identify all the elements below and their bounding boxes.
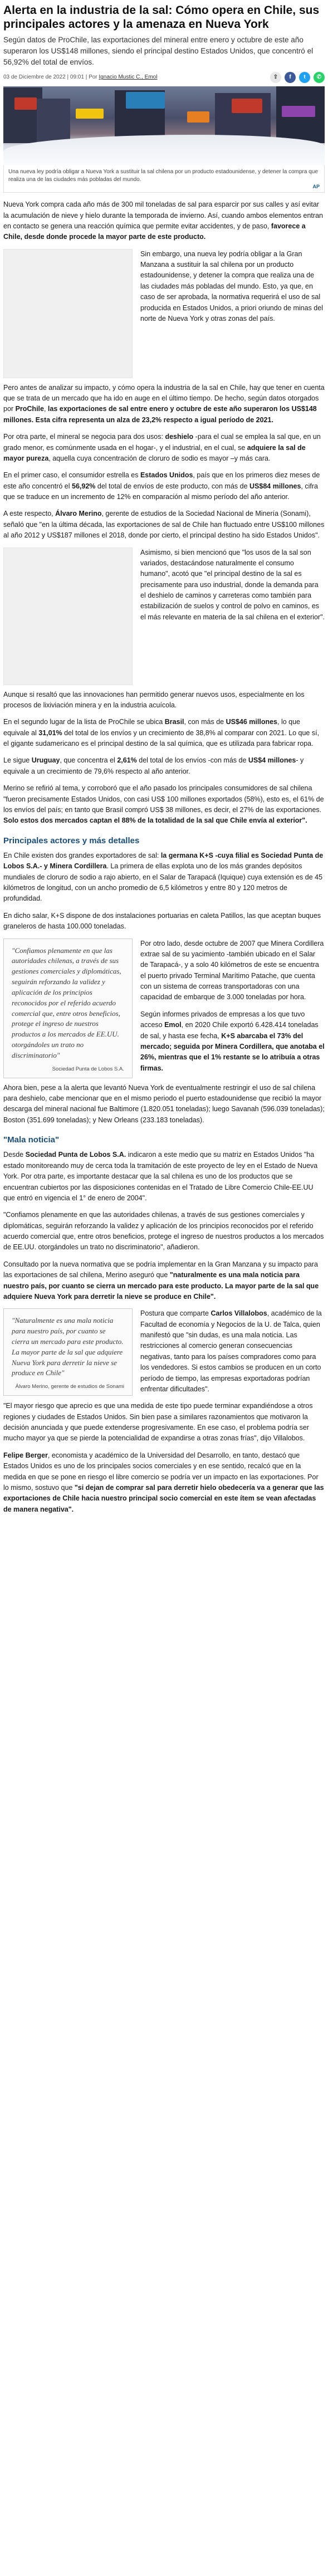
article-title: Alerta en la industria de la sal: Cómo opera en Chile, sus principales actores y la amenaza en Nueva York (3, 4, 320, 31)
article-meta (3, 72, 325, 83)
paragraph: A este respecto, Álvaro Merino, gerente de estudios de la Sociedad Nacional de Minería (Sonami), señaló que "en la última década, las exportaciones de sal de Chile han fluctuado entre US$100 millones al año 2012 y US$187 millones el 2018, donde por cierto, el principal destino ha sido Estados Unidos". (3, 510, 325, 540)
quote-text: "Confiamos plenamente en que las autoridades chilenas, a través de sus gestiones comerciales y diplomáticas, seguirán reforzando la validez y aplicación de los principios reconocidos por el referido acuerdo comercial que, entre otros beneficios, protege el ingreso de nuestros productos a los mercados de EE.UU. otorgándoles un trato no discriminatorio" (12, 946, 121, 1060)
inline-ad (3, 249, 133, 378)
social-share-bar (270, 72, 325, 83)
paragraph: Pero antes de analizar su impacto, y cómo opera la industria de la sal en Chile, hay que tener en cuenta que se trata de un mercado que ha ido en auge en el último tiempo. De hecho, según datos otorgados por ProChile, las exportaciones de sal entre enero y octubre de este año superaron los US$148 millones. Esta cifra representa un alza de 23,2% respecto a igual período de 2021. (3, 383, 325, 424)
paragraph: "Confiamos plenamente en que las autoridades chilenas, a través de sus gestiones comerciales y diplomáticas, seguirán reforzando la validez y aplicación de los principios reconocidos por el referido acuerdo comercial que, entre otros beneficios, protege el ingreso de nuestros productos a los mercados de EE.UU. otorgándoles un trato no discriminatorio", añadieron. (3, 1211, 324, 1252)
paragraph: "El mayor riesgo que aprecio es que una medida de este tipo puede terminar expandiéndose a otros regiones y ciudades de Estados Unidos. Sin bien pase a similares razonamientos que motivaron la decisión anunciada y que puede extenderse progresivamente. En ese caso, el problema podría ser mucho mayor ya que se pierde la potencialidad de expandirse a otras zonas frías", dijo Villalobos. (3, 1402, 313, 1443)
paragraph: Por otro lado, desde octubre de 2007 que Minera Cordillera extrae sal de su yacimiento -también ubicado en el Salar de Tarapacá-, y a solo 40 kilómetros de este se encuentra el puerto privado Terminal Marítimo Patache, que cuenta con un sistema de correas transportadoras con una capacidad de embarque de 3.000 toneladas por hora. (140, 939, 324, 1001)
paragraph: En Chile existen dos grandes exportadores de sal: la germana K+S -cuya filial es Sociedad Punta de Lobos S.A.- y Minera Cordillera. La primera de ellas explota uno de los más grandes depósitos mundiales de cloruro de sodio a rajo abierto, en el Salar de Tarapacá (Iquique) cuya extensión es de 45 kilómetros de longitud, con un ancho promedio de 6,5 kilómetros y entre 80 y 120 metros de profundidad. (3, 851, 324, 903)
quote-text: "Naturalmente es una mala noticia para nuestro país, por cuanto se cierra un mercado para este producto. La mayor parte de la sal que adquiere Nueva York para derretir la nieve se produce en Chile" (12, 1316, 124, 1377)
pull-quote (3, 938, 133, 1078)
pull-quote (3, 1308, 133, 1396)
section-heading: "Mala noticia" (3, 1135, 60, 1145)
article-date: 03 de Diciembre de 2022 | 09:01 | Por (3, 74, 97, 81)
hero-source: AP (312, 184, 320, 190)
paragraph: Desde Sociedad Punta de Lobos S.A. indicaron a este medio que su matriz en Estados Unidos "ha estado monitoreando muy de cerca toda la tramitación de este proyecto de ley en el Estado de Nueva York. Por otra parte, es importante destacar que la sal chilena es uno de los productos que se encuentran cubiertos por las disposiciones contenidas en el Tratado de Libre Comercio Chile-EE.UU que entró en vigencia el 1° de enero de 2004". (3, 1151, 318, 1202)
article-page (0, 3, 328, 1515)
inline-ad (3, 548, 133, 685)
paragraph: Felipe Berger, economista y académico de la Universidad del Desarrollo, en tanto, destacó que Estados Unidos es uno de los principales socios comerciales y en ese sentido, recalcó que en la medida en que se pone en riesgo el libre comercio se podría ver un impacto en las exportaciones. Por lo mismo, sostuvo que "si dejan de comprar sal para derretir hielo obedecería va a generar que las exportaciones de Chile hacia nuestro principal socio comercial en este ítem se vean afectadas de manera negativa". (3, 1451, 324, 1513)
twitter-icon[interactable]: t (299, 72, 310, 83)
paragraph: Consultado por la nueva normativa que se podría implementar en la Gran Manzana y su impacto para las exportaciones de sal chilena, Merino aseguró que "naturalmente es una mala noticia para nuestro país, por cuanto se cierra un mercado para este producto. La mayor parte de la sal que adquiere Nueva York para derretir la nieve se produce en Chile". (3, 1260, 319, 1301)
hero-caption: Una nueva ley podría obligar a Nueva York a sustituir la sal chilena por un producto estadounidense, y detener la compra que realiza una de las ciudades más pobladas del mundo. AP (3, 165, 325, 193)
quote-source: Álvaro Merino, gerente de estudios de Sonami (15, 1384, 124, 1390)
paragraph: Según informes privados de empresas a los que tuvo acceso Emol, en 2020 Chile exportó 6.428.414 toneladas de sal, y hasta ese fecha, K+S abarcaba el 73% del mercado; seguida por Minera Cordillera, que anotaba el 26%, mientras que el 1% restante se lo atribuía a otras firmas. (140, 1010, 325, 1072)
article-lead: Según datos de ProChile, las exportaciones del mineral entre enero y octubre de este año superaron los US$148 millones, siendo el principal destino Estados Unidos, que concentró el 56,92% del total de envíos. (3, 36, 314, 66)
paragraph: Le sigue Uruguay, que concentra el 2,61% del total de los envíos -con más de US$4 millones- y equivale a un crecimiento de 79,6% respecto al año anterior. (3, 756, 304, 775)
hero-image (3, 86, 325, 165)
paragraph: Merino se refirió al tema, y corroboró que el año pasado los principales consumidores de sal chilena "fueron precisamente Estados Unidos, con casi US$ 100 millones exportados (58%), esto es, el 61% de los envíos del país; en tanto que Brasil compró US$ 38 millones, es decir, el 27% de las exportaciones. Solo estos dos mercados captan el 88% de la totalidad de la sal que Chile envía al exterior". (3, 784, 324, 825)
paragraph: En dicho salar, K+S dispone de dos instalaciones portuarias en caleta Patillos, las que aceptan buques graneleros de hasta 100.000 toneladas. (3, 911, 321, 931)
paragraph: Sin embargo, una nueva ley podría obligar a la Gran Manzana a sustituir la sal chilena por un producto estadounidense, y detener la compra que realiza una de las ciudades más pobladas del mundo. Esto, ya que, en caso de ser aprobada, la normativa requerirá el uso de sal producida en Estados Unidos, a priori oriundo de minas del norte de Nueva York y otras zonas del país. (140, 250, 323, 322)
whatsapp-icon[interactable]: ✆ (314, 72, 325, 83)
paragraph: Postura que comparte Carlos Villalobos, académico de la Facultad de economía y Negocios de la U. de Talca, quien manifestó que "sin dudas, es una mala noticia. Las restricciones al comercio generan consecuencias negativas, tanto para los países compradores como para los vendedores. Si estos cambios se producen en un corto período de tiempo, las empresas exportadoras podrían enfrentar dificultades". (140, 1309, 322, 1393)
paragraph: En el segundo lugar de la lista de ProChile se ubica Brasil, con más de US$46 millones, lo que equivale al 31,01% del total de los envíos y un crecimiento de 38,8% al comparar con 2021. Lo que sí, el gigante sudamericano es el principal destino de la sal química, que es utilizada para fabricar ropa. (3, 718, 320, 748)
paragraph: Asimismo, si bien mencionó que "los usos de la sal son variados, destacándose naturalmente el consumo humano", acotó que "el principal destino de la sal es precisamente para uso industrial, donde la demanda para el deshielo de caminos y carreteras como también para estabilización de suelos y control de polvo en caminos, es el más relevante en materia de la sal chilena en el exterior". (140, 548, 325, 621)
facebook-icon[interactable]: f (285, 72, 296, 83)
section-heading: Principales actores y más detalles (3, 835, 140, 845)
quote-source: Sociedad Punta de Lobos S.A. (52, 1065, 124, 1072)
paragraph: Nueva York compra cada año más de 300 mil toneladas de sal para esparcir por sus calles y así evitar la acumulación de nieve y hielo durante la temporada de invierno. Así, cuando ambos elementos entran en contacto se genera una reacción química que permite evitar accidentes, y de paso, favorece a Chile, desde donde procede la mayor parte de este producto. (3, 201, 323, 241)
article-author[interactable]: Ignacio Mustic C., Emol (99, 74, 158, 81)
paragraph: Aunque si resaltó que las innovaciones han permitido generar nuevos usos, especialmente en los procesos de lixiviación minera y en la industria acuícola. (3, 690, 305, 709)
paragraph: En el primer caso, el consumidor estrella es Estados Unidos, país que en los primeros diez meses de este año concentró el 56,92% del total de envíos de este producto, con más de US$84 millones, cifra que se traduce en un incremento de 12% en comparación al mismo período del año anterior. (3, 471, 320, 501)
share-icon[interactable]: ⇪ (270, 72, 281, 83)
paragraph: Ahora bien, pese a la alerta que levantó Nueva York de eventualmente restringir el uso de sal chilena para deshielo, cabe mencionar que en el mismo periodo el puerto estadounidense que recibió la mayor descarga del mineral nacional fue Baltimore (1.820.051 toneladas); luego Savanah (596.039 toneladas); Boston (351.699 toneladas); y New Orleans (233.183 toneladas). (3, 1083, 325, 1124)
paragraph: Por otra parte, el mineral se negocia para dos usos: deshielo -para el cual se emplea la sal que, en un grado menor, es comúnmente usada en el hogar-, y el industrial, en el cual, se adquiere la sal de mayor pureza, aquella cuya concentración de cloruro de sodio es mayor –y más cara. (3, 433, 321, 462)
